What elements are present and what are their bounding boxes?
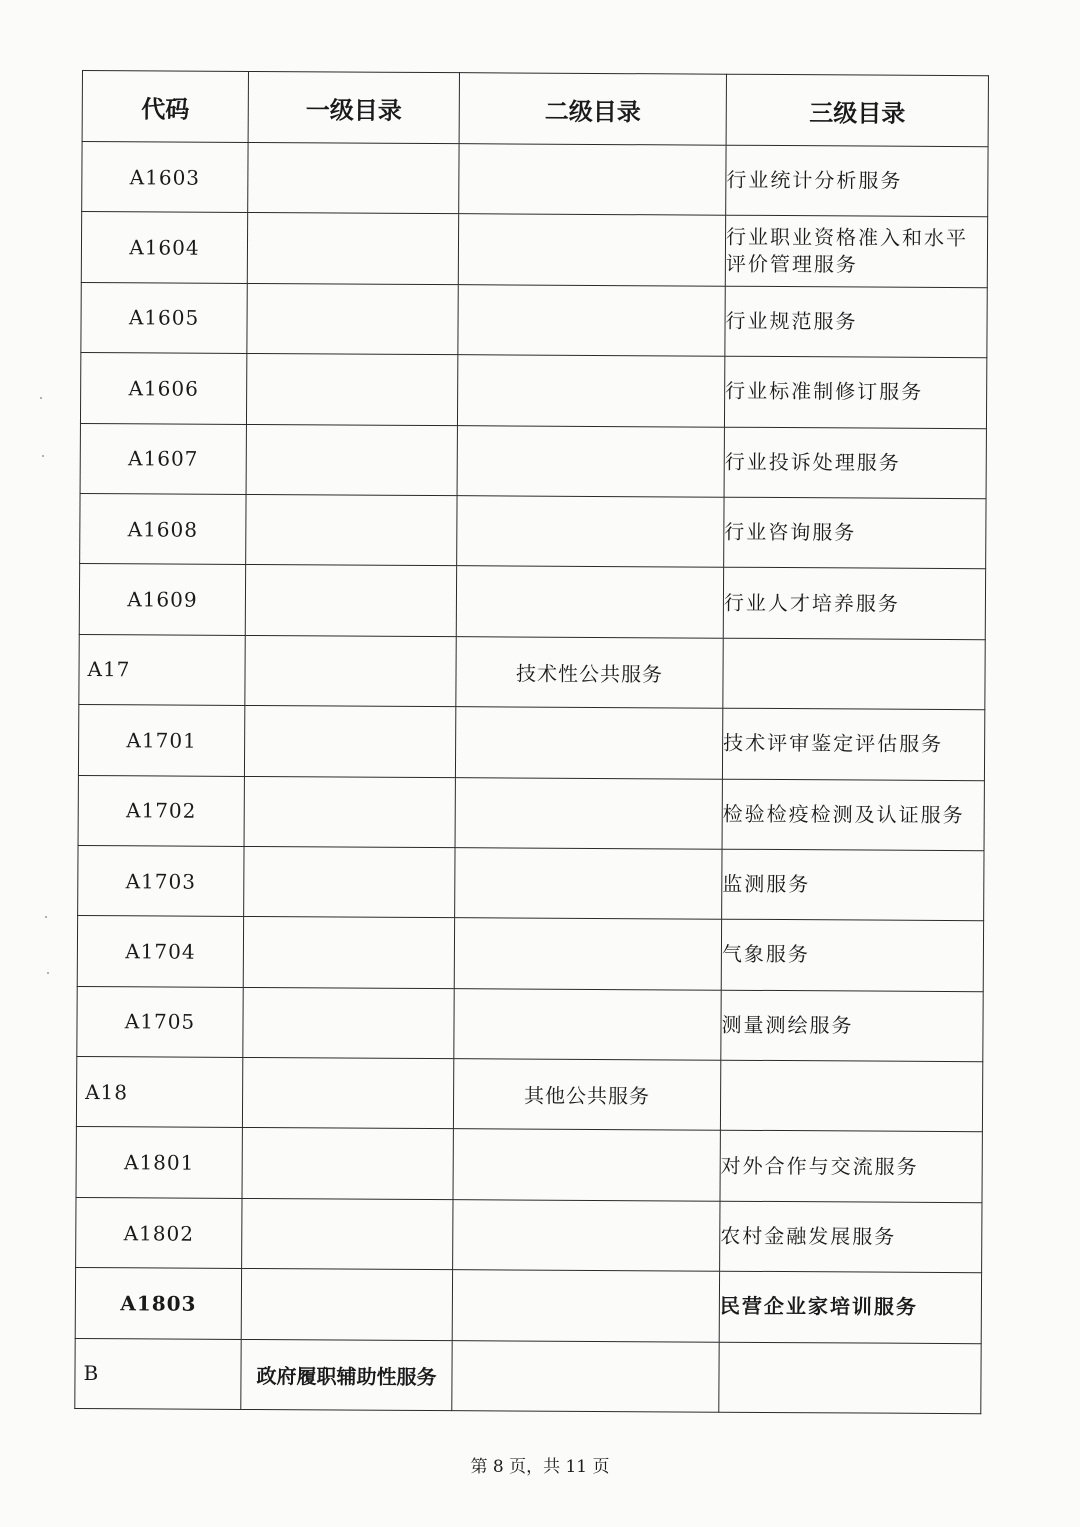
cell-level2 <box>453 1200 720 1272</box>
cell-code: A1802 <box>76 1197 242 1268</box>
scan-speck <box>45 916 47 918</box>
cell-level2 <box>452 1340 719 1412</box>
cell-level2 <box>455 777 722 849</box>
cell-level2 <box>453 1129 720 1201</box>
table-row <box>78 775 984 851</box>
table-row <box>75 1268 981 1344</box>
cell-level2 <box>458 214 725 286</box>
table-row <box>80 493 986 569</box>
cell-code: A1701 <box>78 705 244 776</box>
cell-level3 <box>723 638 985 710</box>
cell-level1 <box>243 987 454 1059</box>
cell-code: A1607 <box>80 423 246 494</box>
cell-level1 <box>243 917 454 989</box>
table-row <box>81 282 987 358</box>
cell-level3: 行业统计分析服务 <box>726 145 988 217</box>
scan-speck <box>42 455 44 457</box>
table-row <box>79 564 985 640</box>
cell-level3 <box>720 1060 982 1132</box>
cell-code: A1608 <box>80 493 246 564</box>
cell-code: A18 <box>76 1057 242 1128</box>
cell-level1 <box>245 635 456 707</box>
header-level3: 三级目录 <box>726 74 988 147</box>
cell-level1 <box>242 1128 453 1200</box>
header-level1: 一级目录 <box>248 71 459 143</box>
cell-level2 <box>459 144 726 216</box>
cell-level2 <box>452 1270 719 1342</box>
table-row <box>76 1127 982 1203</box>
cell-level1 <box>247 213 458 285</box>
cell-code: A1704 <box>77 916 243 987</box>
cell-level3: 民营企业家培训服务 <box>719 1271 981 1343</box>
cell-level2 <box>457 496 724 568</box>
cell-level2: 其他公共服务 <box>453 1059 720 1131</box>
cell-level3: 行业标准制修订服务 <box>724 356 986 428</box>
table-row <box>80 353 986 429</box>
table-row <box>76 1197 982 1273</box>
scan-speck <box>40 397 42 399</box>
cell-level1 <box>242 1198 453 1270</box>
cell-code: A1603 <box>82 142 248 213</box>
cell-code: A1703 <box>78 845 244 916</box>
cell-level3: 检验检疫检测及认证服务 <box>722 779 984 851</box>
table-row-category <box>79 634 985 710</box>
table-row <box>78 845 984 921</box>
cell-level1: 政府履职辅助性服务 <box>241 1339 452 1411</box>
cell-level3: 行业职业资格准入和水平评价管理服务 <box>725 216 987 288</box>
cell-code: B <box>75 1338 241 1409</box>
cell-code: A17 <box>79 634 245 705</box>
cell-level3 <box>719 1342 981 1414</box>
cell-level3: 气象服务 <box>721 919 983 991</box>
cell-level2 <box>454 918 721 990</box>
cell-level3: 农村金融发展服务 <box>720 1201 982 1273</box>
service-catalog-table <box>74 70 989 1414</box>
cell-level3: 对外合作与交流服务 <box>720 1131 982 1203</box>
cell-level1 <box>242 1058 453 1130</box>
cell-level1 <box>244 706 455 778</box>
cell-level2 <box>455 848 722 920</box>
cell-level2 <box>456 566 723 638</box>
cell-level1 <box>246 424 457 496</box>
table-row <box>80 423 986 499</box>
table-row <box>78 705 984 781</box>
cell-code: A1702 <box>78 775 244 846</box>
cell-level2 <box>457 355 724 427</box>
table-row <box>81 212 987 288</box>
cell-level3: 监测服务 <box>722 849 984 921</box>
cell-level3: 行业规范服务 <box>725 286 987 358</box>
cell-level2 <box>457 425 724 497</box>
cell-level2 <box>455 707 722 779</box>
cell-level2: 技术性公共服务 <box>456 636 723 708</box>
cell-code: A1605 <box>81 282 247 353</box>
table-row <box>77 916 983 992</box>
table-row-category <box>75 1338 981 1414</box>
scan-speck <box>47 972 49 974</box>
table-row <box>77 986 983 1062</box>
cell-level3: 行业投诉处理服务 <box>724 427 986 499</box>
cell-level1 <box>241 1269 452 1341</box>
cell-code: A1803 <box>75 1268 241 1339</box>
cell-level1 <box>244 846 455 918</box>
cell-level3: 行业咨询服务 <box>724 497 986 569</box>
cell-code: A1705 <box>77 986 243 1057</box>
cell-level1 <box>248 142 459 214</box>
cell-level3: 技术评审鉴定评估服务 <box>722 708 984 780</box>
cell-code: A1609 <box>79 564 245 635</box>
cell-level3: 测量测绘服务 <box>721 990 983 1062</box>
cell-level1 <box>245 565 456 637</box>
table-header-row <box>82 71 988 147</box>
table-row-category <box>76 1057 982 1133</box>
cell-level2 <box>458 284 725 356</box>
header-level2: 二级目录 <box>459 73 726 146</box>
cell-code: A1606 <box>80 353 246 424</box>
cell-level1 <box>247 283 458 355</box>
cell-code: A1604 <box>81 212 247 283</box>
cell-level2 <box>454 988 721 1060</box>
cell-level3: 行业人才培养服务 <box>723 568 985 640</box>
header-code: 代码 <box>82 71 248 143</box>
cell-level1 <box>246 354 457 426</box>
table-row <box>82 142 988 218</box>
cell-level1 <box>246 494 457 566</box>
cell-level1 <box>244 776 455 848</box>
cell-code: A1801 <box>76 1127 242 1198</box>
page-footer: 第 8 页，共 11 页 <box>470 1457 610 1477</box>
